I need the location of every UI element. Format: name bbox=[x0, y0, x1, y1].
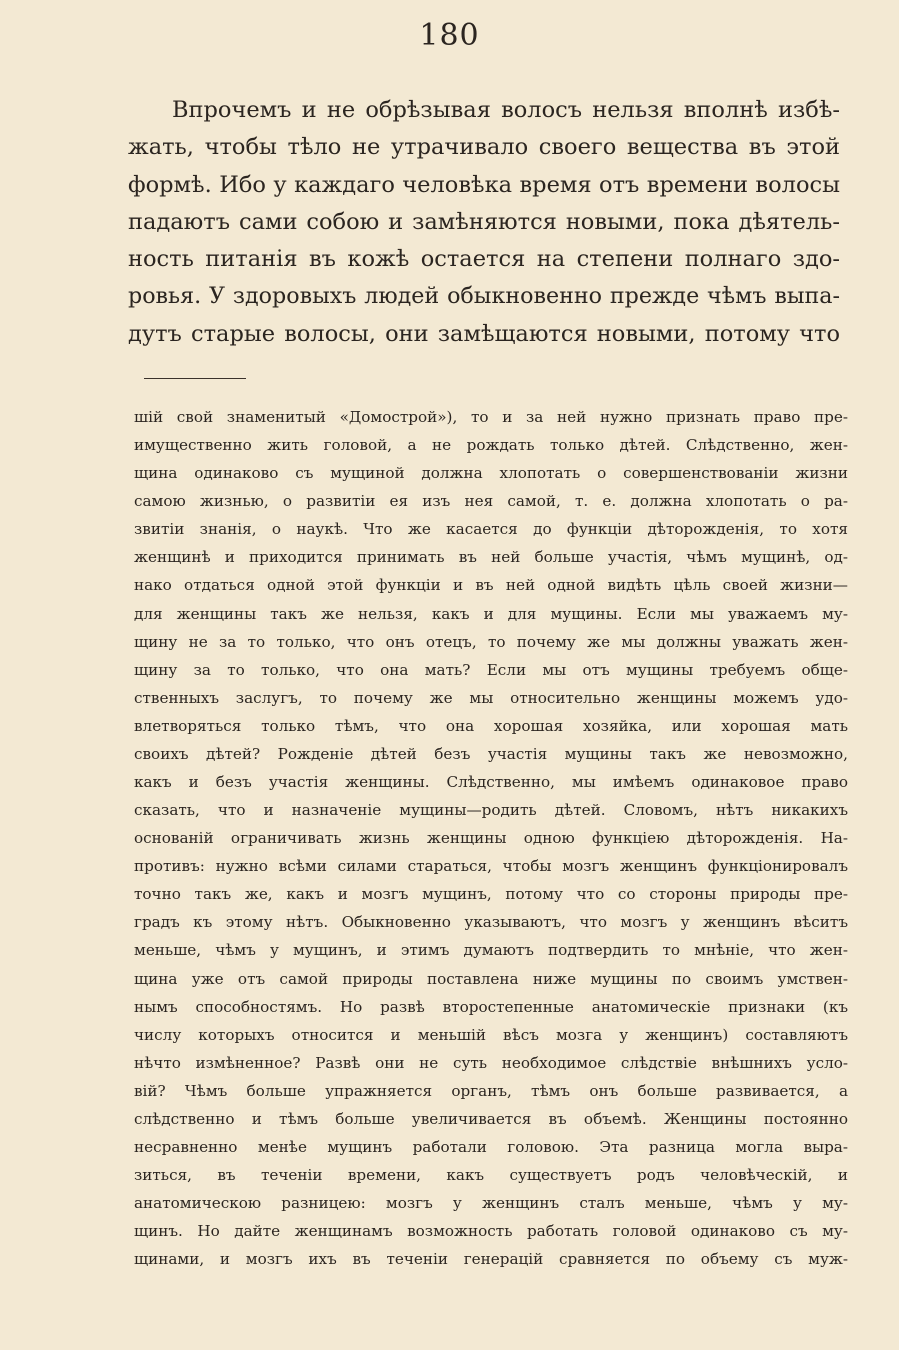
footnote-line: точно такъ же, какъ и мозгъ мущинъ, потому что со стороны природы пре- bbox=[134, 885, 848, 904]
footnote-line: несравненно менѣе мущинъ работали головою. Эта разница могла выра- bbox=[134, 1138, 848, 1157]
footnote-line: противъ: нужно всѣми силами стараться, чтобы мозгъ женщинъ функціонировалъ bbox=[134, 857, 848, 876]
footnote-line: слѣдственно и тѣмъ больше увеличивается въ объемѣ. Женщины постоянно bbox=[134, 1109, 848, 1128]
main-text-line: Впрочемъ и не обрѣзывая волосъ нельзя вполнѣ избѣ- bbox=[172, 97, 840, 123]
footnote-line: градъ къ этому нѣтъ. Обыкновенно указываютъ, что мозгъ у женщинъ вѣситъ bbox=[134, 913, 848, 932]
footnote-line: нако отдаться одной этой функціи и въ ней одной видѣть цѣль своей жизни— bbox=[134, 576, 848, 595]
footnote-line: анатомическою разницею: мозгъ у женщинъ сталъ меньше, чѣмъ у му- bbox=[134, 1194, 848, 1213]
main-text-line: формѣ. Ибо у каждаго человѣка время отъ времени волосы bbox=[128, 171, 840, 198]
footnote-line: меньше, чѣмъ у мущинъ, и этимъ думаютъ подтвердить то мнѣніе, что жен- bbox=[134, 941, 848, 960]
page-number: 180 bbox=[419, 18, 480, 53]
footnote-line: шій свой знаменитый «Домострой»), то и за ней нужно признать право пре- bbox=[134, 408, 848, 426]
footnote-line: зиться, въ теченіи времени, какъ существуетъ родъ человѣческій, и bbox=[134, 1166, 848, 1185]
main-text-line: падаютъ сами собою и замѣняются новыми, пока дѣятель- bbox=[128, 208, 840, 235]
footnote-line: основаній ограничивать жизнь женщины одною функціею дѣторожденія. На- bbox=[134, 829, 848, 848]
footnote-line: щину за то только, что она мать? Если мы отъ мущины требуемъ обще- bbox=[134, 660, 848, 679]
footnote-line: вій? Чѣмъ больше упражняется органъ, тѣмъ онъ больше развивается, а bbox=[134, 1081, 848, 1100]
main-text-line: ность питанія въ кожѣ остается на степени полнаго здо- bbox=[128, 246, 840, 273]
footnote-line: нымъ способностямъ. Но развѣ второстепенные анатомическіе признаки (къ bbox=[134, 997, 848, 1016]
footnote-line: сказать, что и назначеніе мущины—родить дѣтей. Словомъ, нѣтъ никакихъ bbox=[134, 801, 848, 820]
footnote-line: ственныхъ заслугъ, то почему же мы относительно женщины можемъ удо- bbox=[134, 688, 848, 707]
footnote-line: женщинѣ и приходится принимать въ ней больше участія, чѣмъ мущинѣ, од- bbox=[134, 548, 848, 567]
main-text-line: дутъ старые волосы, они замѣщаются новыми, потому что bbox=[128, 320, 840, 347]
footnote-line: щинами, и мозгъ ихъ въ теченіи генерацій сравняется по объему съ муж- bbox=[134, 1250, 848, 1269]
footnote-line: числу которыхъ относится и меньшій вѣсъ мозга у женщинъ) составляютъ bbox=[134, 1025, 848, 1044]
main-paragraph bbox=[128, 92, 840, 353]
footnote-line: имущественно жить головой, а не рождать только дѣтей. Слѣдственно, жен- bbox=[134, 436, 848, 455]
main-text-line: жать, чтобы тѣло не утрачивало своего вещества въ этой bbox=[128, 134, 840, 161]
footnote-line: звитіи знанія, о наукѣ. Что же касается до функціи дѣторожденія, то хотя bbox=[134, 520, 848, 539]
footnote-line: щинъ. Но дайте женщинамъ возможность работать головой одинаково съ му- bbox=[134, 1222, 848, 1241]
footnote bbox=[134, 403, 848, 1273]
footnote-divider bbox=[144, 378, 246, 379]
footnote-line: своихъ дѣтей? Рожденіе дѣтей безъ участія мущины такъ же невозможно, bbox=[134, 744, 848, 763]
footnote-line: самою жизнью, о развитіи ея изъ нея самой, т. е. должна хлопотать о ра- bbox=[134, 492, 848, 511]
footnote-line: щина одинаково съ мущиной должна хлопотать о совершенствованіи жизни bbox=[134, 464, 848, 483]
footnote-line: щину не за то только, что онъ отецъ, то почему же мы должны уважать жен- bbox=[134, 632, 848, 651]
main-text-line: ровья. У здоровыхъ людей обыкновенно прежде чѣмъ выпа- bbox=[128, 283, 840, 310]
footnote-line: щина уже отъ самой природы поставлена ниже мущины по своимъ умствен- bbox=[134, 969, 848, 988]
footnote-line: какъ и безъ участія женщины. Слѣдственно, мы имѣемъ одинаковое право bbox=[134, 773, 848, 792]
footnote-line: для женщины такъ же нельзя, какъ и для мущины. Если мы уважаемъ му- bbox=[134, 604, 848, 623]
footnote-line: влетворяться только тѣмъ, что она хорошая хозяйка, или хорошая мать bbox=[134, 716, 848, 735]
footnote-line: нѣчто измѣненное? Развѣ они не суть необходимое слѣдствіе внѣшнихъ усло- bbox=[134, 1053, 848, 1072]
